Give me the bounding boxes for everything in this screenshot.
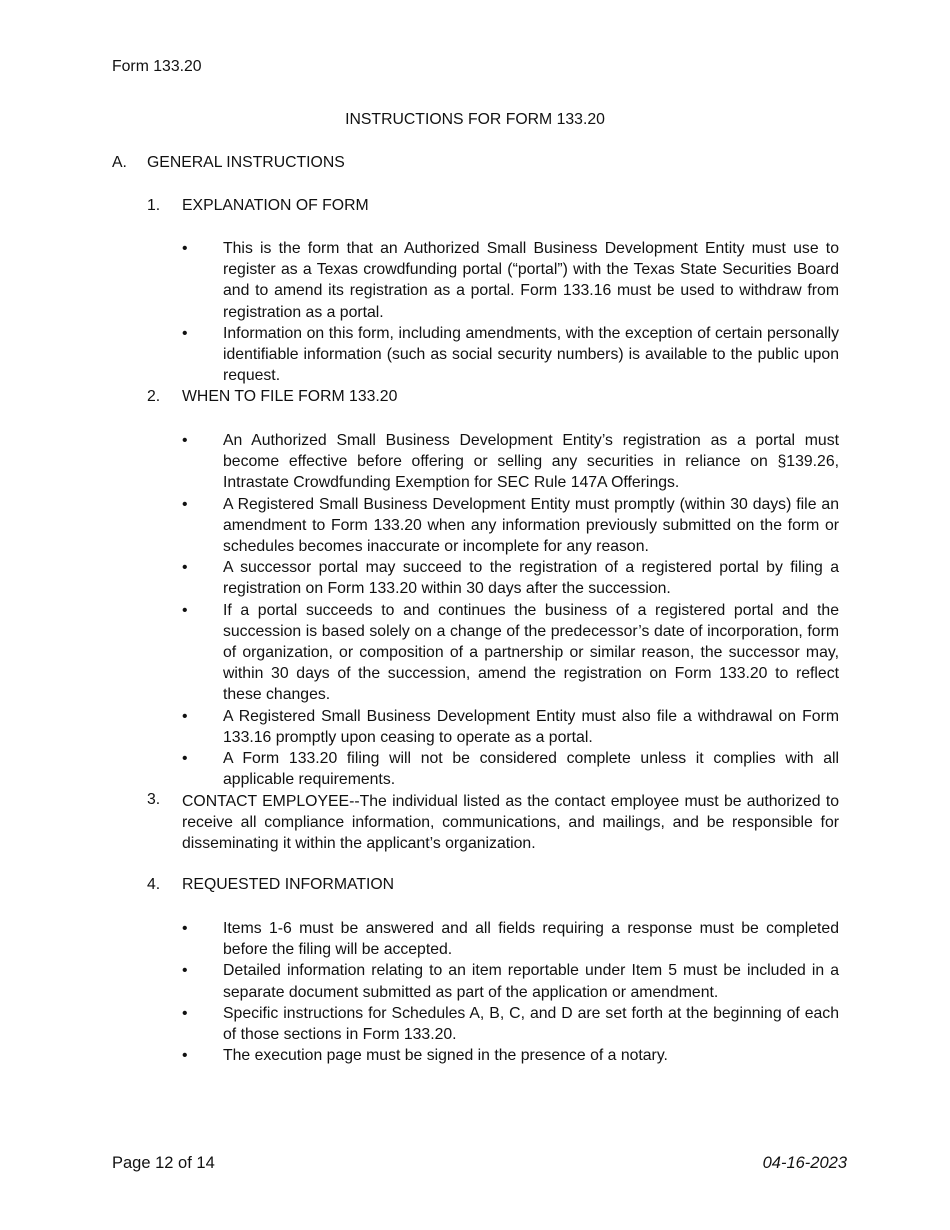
bullet-icon: • xyxy=(182,495,188,513)
bullet-icon: • xyxy=(182,432,188,449)
item-4-heading xyxy=(147,876,839,894)
list-item: • A Form 133.20 filing will not be considered complete unless it complies with all applicable requirements. xyxy=(182,750,839,789)
document-title: INSTRUCTIONS FOR FORM 133.20 xyxy=(345,111,605,128)
section-letter: A. xyxy=(112,154,127,171)
list-item: • A Registered Small Business Development Entity must promptly (within 30 days) file an amendment to Form 133.20 when any information previously submitted on the form or schedules becomes inaccurate or incomplete for any reason. xyxy=(182,495,839,556)
list-item: • Specific instructions for Schedules A, B, C, and D are set forth at the beginning of each of those sections in Form 133.20. xyxy=(182,1004,839,1044)
section-title: GENERAL INSTRUCTIONS xyxy=(147,154,345,171)
list-item: • This is the form that an Authorized Small Business Development Entity must use to register as a Texas crowdfunding portal (“portal”) with the Texas State Securities Board and to amend its registration as a portal. Form 133.16 must be used to withdraw from registration as a portal. xyxy=(182,240,839,321)
list-item: • Items 1-6 must be answered and all fields requiring a response must be completed before the filing will be accepted. xyxy=(182,920,839,959)
bullet-icon: • xyxy=(182,962,188,980)
item-number: 4. xyxy=(147,876,161,893)
bullet-icon: • xyxy=(182,1047,188,1065)
section-heading xyxy=(112,154,345,172)
item-2-bullets xyxy=(182,430,839,790)
bullet-icon: • xyxy=(182,559,188,577)
item-2-heading xyxy=(147,388,839,406)
item-number: 3. xyxy=(147,791,161,808)
item-number: 1. xyxy=(147,197,161,214)
bullet-icon: • xyxy=(182,601,188,619)
list-item: • A successor portal may succeed to the registration of a registered portal by filing a registration on Form 133.20 within 30 days after the succession. xyxy=(182,559,839,598)
item-4-bullets xyxy=(182,918,839,1066)
bullet-icon: • xyxy=(182,707,188,725)
item-3-text: CONTACT EMPLOYEE--The individual listed as the contact employee must be authorized to receive all compliance information, communications, and mailings, and be responsible for disseminating it within the applicant’s organization. xyxy=(182,793,839,853)
bullet-icon: • xyxy=(182,920,188,937)
form-id: Form 133.20 xyxy=(112,58,202,75)
item-1-bullets xyxy=(182,238,839,386)
bullet-icon: • xyxy=(182,324,188,342)
page-number: Page 12 of 14 xyxy=(112,1154,215,1172)
bullet-icon: • xyxy=(182,240,188,257)
list-item: • Information on this form, including amendments, with the exception of certain personally identifiable information (such as social security numbers) is available to the public upon request. xyxy=(182,324,839,385)
list-item: • The execution page must be signed in the presence of a notary. xyxy=(182,1045,839,1066)
item-title: WHEN TO FILE FORM 133.20 xyxy=(182,388,398,405)
revision-date: 04-16-2023 xyxy=(762,1154,847,1172)
list-item: • A Registered Small Business Development Entity must also file a withdrawal on Form 133.16 promptly upon ceasing to operate as a portal. xyxy=(182,707,839,746)
item-title: REQUESTED INFORMATION xyxy=(182,876,395,893)
bullet-icon: • xyxy=(182,1004,188,1022)
list-item: • Detailed information relating to an item reportable under Item 5 must be included in a separate document submitted as part of the application or amendment. xyxy=(182,962,839,1001)
item-1-heading xyxy=(147,197,839,215)
bullet-icon: • xyxy=(182,750,188,768)
item-number: 2. xyxy=(147,388,161,405)
list-item: • If a portal succeeds to and continues the business of a registered portal and the succession is based solely on a change of the predecessor’s date of incorporation, form of organization, or composition of a partnership or similar reason, the successor may, within 30 days of the succession, amend the registration on Form 133.20 to reflect these changes. xyxy=(182,601,839,704)
item-title: EXPLANATION OF FORM xyxy=(182,197,369,214)
list-item: • An Authorized Small Business Development Entity’s registration as a portal must become effective before offering or selling any securities in reliance on §139.26, Intrastate Crowdfunding Exemption for SEC Rule 147A Offerings. xyxy=(182,432,839,492)
